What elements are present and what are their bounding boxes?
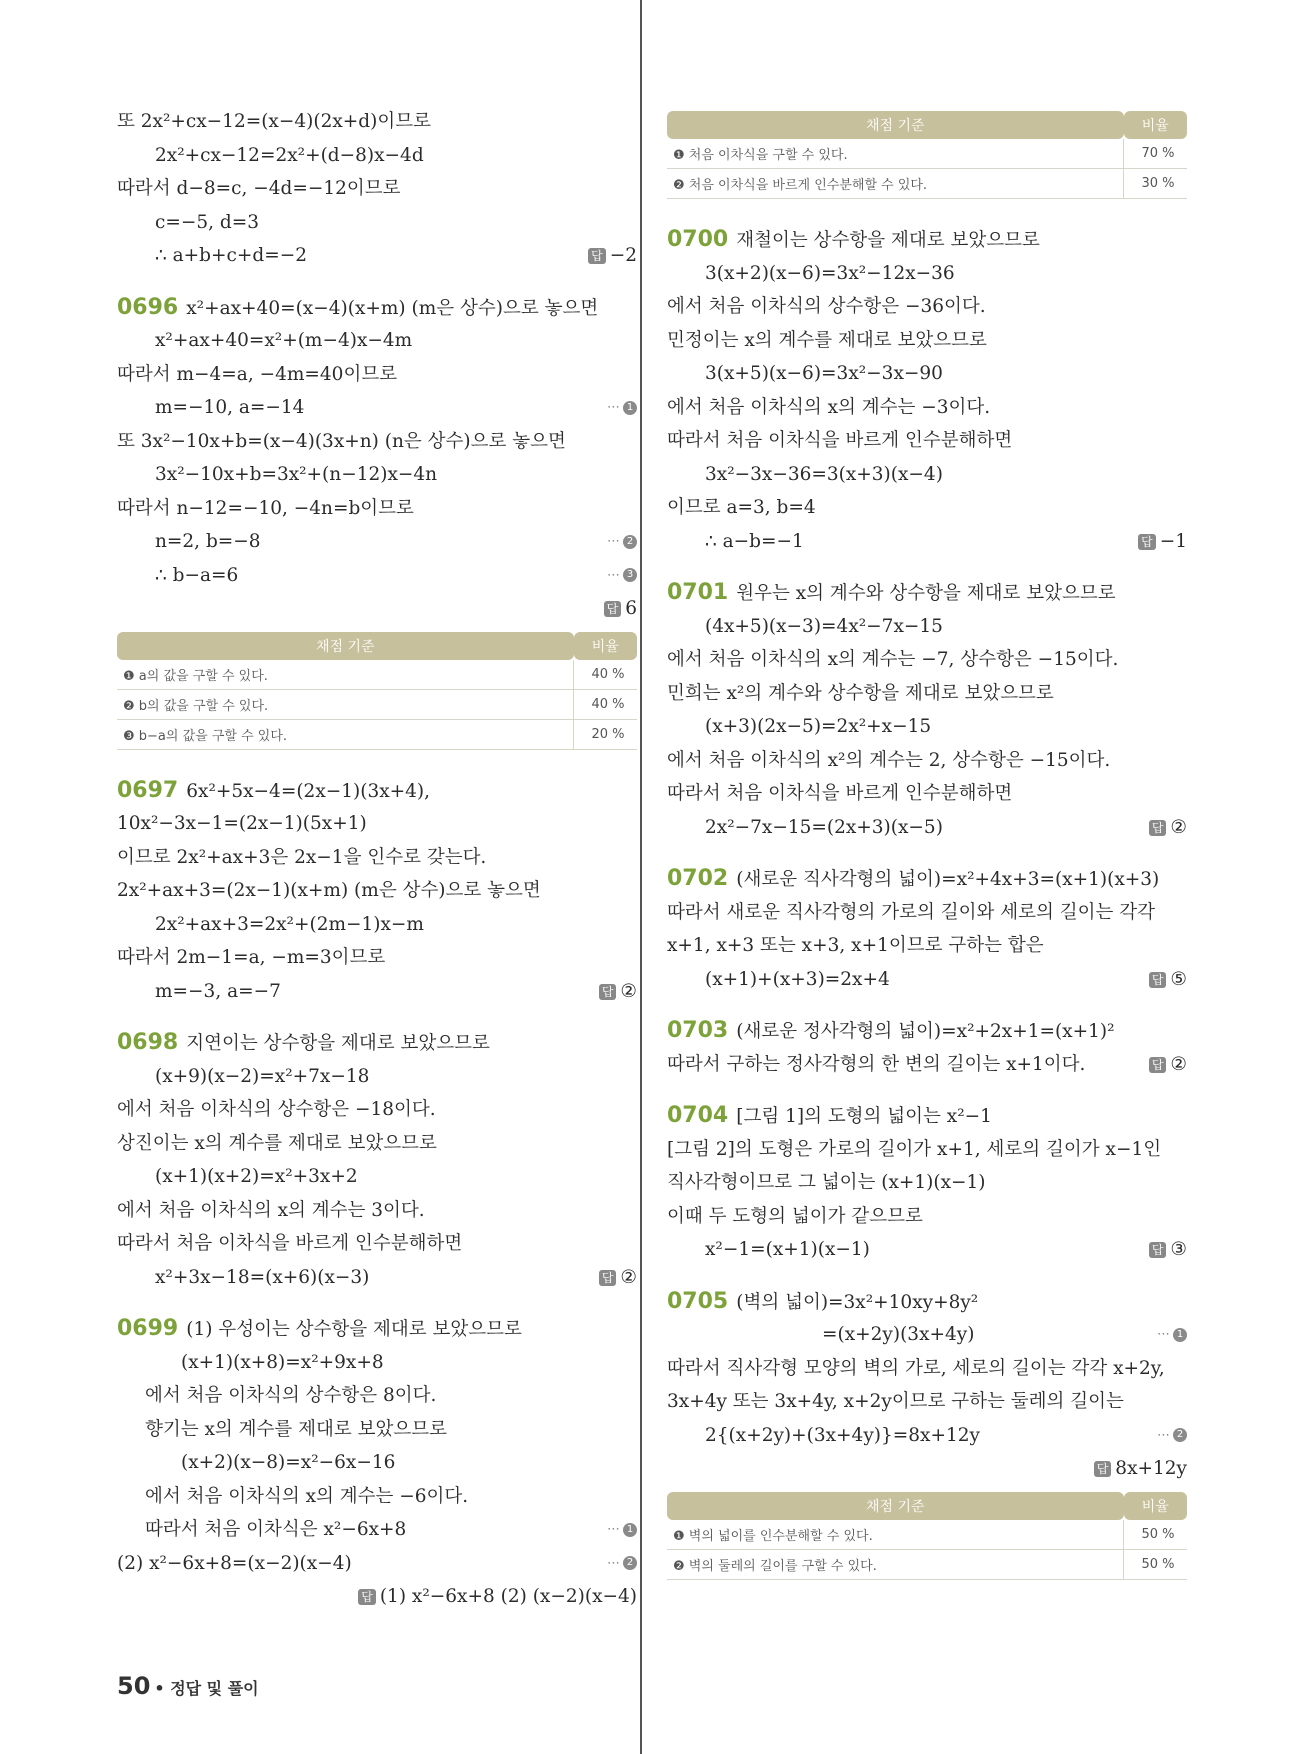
answer — [604, 592, 637, 626]
line-text: 2x²+ax+3=(2x−1)(x+m) (m은 상수)으로 놓으면 — [117, 880, 541, 901]
line-text: 따라서 직사각형 모양의 벽의 가로, 세로의 길이는 각각 x+2y, — [667, 1357, 1165, 1379]
solution-line — [667, 525, 1187, 559]
answer — [588, 239, 637, 273]
line-text: 에서 처음 이차식의 상수항은 8이다. — [145, 1385, 437, 1406]
solution-line — [667, 744, 1187, 778]
answer — [1149, 811, 1187, 845]
line-text: 따라서 처음 이차식은 x²−6x+8 — [145, 1519, 407, 1540]
spacer — [667, 1081, 1187, 1099]
solution-line — [667, 1133, 1187, 1167]
ratio-cell: 70 % — [1124, 139, 1188, 169]
line-text: 따라서 처음 이차식을 바르게 인수분해하면 — [667, 430, 1013, 451]
criteria-cell: ❷ b의 값을 구할 수 있다. — [117, 689, 574, 719]
answer-badge: 답 — [1138, 534, 1156, 550]
problem-number: 0701 — [667, 580, 729, 605]
line-text: 민희는 x²의 계수와 상수항을 제대로 보았으므로 — [667, 682, 1054, 704]
page-number: 50 — [117, 1672, 151, 1700]
table-row — [667, 169, 1187, 199]
line-text: 또 3x²−10x+b=(x−4)(3x+n) (n은 상수)으로 놓으면 — [117, 430, 566, 452]
criteria-cell: ❶ a의 값을 구할 수 있다. — [117, 660, 574, 690]
solution-line — [667, 324, 1187, 358]
line-text: (x+9)(x−2)=x²+7x−18 — [155, 1065, 370, 1087]
criteria-cell: ❷ 처음 이차식을 바르게 인수분해할 수 있다. — [667, 169, 1124, 199]
solution-line — [667, 1285, 1187, 1319]
line-text: 6x²+5x−4=(2x−1)(3x+4), — [186, 780, 431, 802]
line-text: 에서 처음 이차식의 x²의 계수는 2, 상수항은 −15이다. — [667, 749, 1111, 771]
answer — [599, 1261, 637, 1295]
line-text: x²+3x−18=(x+6)(x−3) — [155, 1266, 370, 1288]
answer-badge: 답 — [358, 1589, 376, 1605]
solution-line — [117, 425, 637, 459]
ratio-cell: 50 % — [1124, 1549, 1188, 1579]
answer-badge: 답 — [1094, 1461, 1112, 1477]
column-divider — [640, 0, 642, 1754]
step-number: 1 — [1173, 1328, 1187, 1342]
line-text: 따라서 m−4=a, −4m=40이므로 — [117, 363, 398, 385]
spacer — [667, 844, 1187, 862]
line-text: 또 2x²+cx−12=(x−4)(2x+d)이므로 — [117, 111, 431, 132]
solution-line — [117, 774, 637, 808]
line-text: (새로운 정사각형의 넓이)=x²+2x+1=(x+1)² — [736, 1021, 1115, 1042]
solution-line — [117, 492, 637, 526]
table-row — [117, 719, 637, 749]
line-text: 3(x+2)(x−6)=3x²−12x−36 — [705, 262, 955, 284]
table-row — [667, 1549, 1187, 1579]
line-text: (4x+5)(x−3)=4x²−7x−15 — [705, 615, 943, 637]
solution-line — [117, 525, 637, 559]
criteria-cell: ❸ b−a의 값을 구할 수 있다. — [117, 719, 574, 749]
step-arrow: ⋯ — [607, 534, 620, 549]
line-text: (2) x²−6x+8=(x−2)(x−4) — [117, 1552, 352, 1574]
solution-line — [667, 1048, 1187, 1082]
line-text: 이므로 a=3, b=4 — [667, 497, 816, 518]
solution-line — [667, 811, 1187, 845]
solution-line — [117, 1060, 637, 1094]
step-marker — [607, 391, 637, 425]
left-column — [117, 105, 637, 1614]
scoring-table — [667, 1492, 1187, 1580]
line-text: 에서 처음 이차식의 상수항은 −36이다. — [667, 296, 986, 317]
criteria-header: 채점 기준 — [667, 111, 1124, 139]
answer-value: ② — [1170, 816, 1187, 838]
solution-line — [117, 1379, 637, 1413]
step-number: 2 — [1173, 1428, 1187, 1442]
solution-line — [667, 896, 1187, 930]
solution-line — [117, 874, 637, 908]
line-text: (x+1)+(x+3)=2x+4 — [705, 968, 890, 990]
solution-line — [117, 1160, 637, 1194]
solution-line — [117, 105, 637, 139]
spacer — [667, 558, 1187, 576]
line-text: 따라서 d−8=c, −4d=−12이므로 — [117, 178, 401, 199]
line-text: 에서 처음 이차식의 x의 계수는 −7, 상수항은 −15이다. — [667, 649, 1119, 670]
step-arrow: ⋯ — [607, 1522, 620, 1537]
line-text: 따라서 처음 이차식을 바르게 인수분해하면 — [667, 783, 1013, 804]
answer — [599, 975, 637, 1009]
solution-line — [667, 610, 1187, 644]
line-text: 상진이는 x의 계수를 제대로 보았으므로 — [117, 1132, 437, 1154]
line-text: 민정이는 x의 계수를 제대로 보았으므로 — [667, 329, 987, 351]
right-column — [667, 105, 1187, 1586]
problem-number: 0697 — [117, 777, 179, 803]
solution-line — [117, 1580, 637, 1614]
spacer — [117, 756, 637, 774]
answer-badge: 답 — [1149, 820, 1167, 836]
line-text: [그림 1]의 도형의 넓이는 x²−1 — [736, 1106, 992, 1127]
step-arrow: ⋯ — [607, 1555, 620, 1571]
line-text: (1) 우성이는 상수항을 제대로 보았으므로 — [186, 1319, 522, 1340]
solution-line — [117, 1093, 637, 1127]
solution-line — [117, 1547, 637, 1581]
solution-line — [667, 862, 1187, 896]
solution-line — [667, 1385, 1187, 1419]
solution-line — [667, 677, 1187, 711]
ratio-cell: 20 % — [574, 719, 638, 749]
answer-badge: 답 — [599, 1270, 617, 1286]
solution-line — [117, 172, 637, 206]
line-text: 에서 처음 이차식의 x의 계수는 −3이다. — [667, 396, 991, 418]
line-text: m=−10, a=−14 — [155, 397, 305, 418]
solution-line — [117, 841, 637, 875]
step-arrow: ⋯ — [1157, 1427, 1170, 1443]
line-text: =(x+2y)(3x+4y) — [822, 1324, 975, 1345]
solution-line — [667, 357, 1187, 391]
answer-value: ② — [620, 1266, 637, 1288]
solution-line — [117, 324, 637, 358]
solution-line — [117, 941, 637, 975]
line-text: (x+1)(x+2)=x²+3x+2 — [155, 1166, 358, 1187]
line-text: 2x²−7x−15=(2x+3)(x−5) — [705, 816, 943, 838]
solution-line — [117, 1413, 637, 1447]
answer-value: ② — [620, 980, 637, 1002]
step-marker — [607, 1513, 637, 1547]
answer — [1094, 1452, 1187, 1486]
table-row — [667, 1520, 1187, 1550]
answer-badge: 답 — [588, 248, 606, 264]
solution-line — [117, 592, 637, 626]
solution-line — [667, 929, 1187, 963]
line-text: 에서 처음 이차식의 x의 계수는 3이다. — [117, 1199, 425, 1221]
line-text: 따라서 새로운 직사각형의 가로의 길이와 세로의 길이는 각각 — [667, 901, 1155, 923]
criteria-cell: ❷ 벽의 둘레의 길이를 구할 수 있다. — [667, 1549, 1124, 1579]
line-text: 따라서 처음 이차식을 바르게 인수분해하면 — [117, 1233, 463, 1254]
criteria-header: 채점 기준 — [667, 1492, 1124, 1520]
solution-line — [667, 1318, 1187, 1352]
solution-line — [667, 1200, 1187, 1234]
ratio-header: 비율 — [1124, 111, 1188, 139]
answer — [1149, 1233, 1187, 1267]
answer-badge: 답 — [1149, 1057, 1167, 1073]
line-text: x²−1=(x+1)(x−1) — [705, 1239, 870, 1260]
step-arrow: ⋯ — [1157, 1327, 1170, 1342]
line-text: 향기는 x의 계수를 제대로 보았으므로 — [145, 1418, 448, 1440]
solution-line — [117, 1194, 637, 1228]
answer-badge: 답 — [599, 984, 617, 1000]
answer-badge: 답 — [604, 601, 622, 617]
solution-line — [117, 206, 637, 240]
solution-line — [117, 458, 637, 492]
solution-line — [667, 424, 1187, 458]
solution-line — [667, 1233, 1187, 1267]
ratio-header: 비율 — [1124, 1492, 1188, 1520]
solution-line — [667, 257, 1187, 291]
line-text: ∴ b−a=6 — [155, 564, 239, 586]
solution-line — [117, 975, 637, 1009]
step-arrow: ⋯ — [607, 567, 620, 583]
criteria-cell: ❶ 벽의 넓이를 인수분해할 수 있다. — [667, 1520, 1124, 1550]
line-text: [그림 2]의 도형은 가로의 길이가 x+1, 세로의 길이가 x−1인 — [667, 1138, 1162, 1160]
line-text: 2{(x+2y)+(3x+4y)}=8x+12y — [705, 1424, 980, 1446]
answer-badge: 답 — [1149, 972, 1167, 988]
spacer — [667, 205, 1187, 223]
line-text: (x+1)(x+8)=x²+9x+8 — [181, 1351, 384, 1373]
answer-value: −1 — [1159, 530, 1187, 552]
line-text: 3(x+5)(x−6)=3x²−3x−90 — [705, 363, 943, 384]
solution-line — [667, 963, 1187, 997]
line-text: (새로운 직사각형의 넓이)=x²+4x+3=(x+1)(x+3) — [736, 869, 1160, 890]
solution-line — [117, 908, 637, 942]
step-number: 2 — [623, 535, 637, 549]
spacer — [117, 273, 637, 291]
line-text: ∴ a−b=−1 — [705, 530, 804, 552]
line-text: 따라서 n−12=−10, −4n=b이므로 — [117, 497, 414, 519]
step-marker — [607, 559, 637, 593]
solution-line — [667, 1419, 1187, 1453]
ratio-cell: 40 % — [574, 660, 638, 690]
solution-line — [667, 643, 1187, 677]
solution-line — [667, 223, 1187, 257]
ratio-cell: 30 % — [1124, 169, 1188, 199]
line-text: 이때 두 도형의 넓이가 같으므로 — [667, 1205, 923, 1227]
solution-line — [667, 1166, 1187, 1200]
step-arrow: ⋯ — [607, 400, 620, 415]
line-text: 재철이는 상수항을 제대로 보았으므로 — [736, 230, 1040, 251]
line-text: 3x²−3x−36=3(x+3)(x−4) — [705, 463, 943, 485]
line-text: 에서 처음 이차식의 x의 계수는 −6이다. — [145, 1485, 469, 1507]
line-text: m=−3, a=−7 — [155, 980, 281, 1002]
problem-number: 0696 — [117, 294, 179, 320]
solution-line — [667, 1452, 1187, 1486]
line-text: 따라서 2m−1=a, −m=3이므로 — [117, 947, 386, 968]
line-text: (x+2)(x−8)=x²−6x−16 — [181, 1452, 396, 1473]
answer — [358, 1580, 637, 1614]
footer-label: • 정답 및 풀이 — [154, 1679, 259, 1698]
solution-line — [117, 807, 637, 841]
line-text: x²+ax+40=(x−4)(x+m) (m은 상수)으로 놓으면 — [186, 297, 599, 319]
problem-number: 0700 — [667, 227, 729, 252]
answer-badge: 답 — [1149, 1242, 1167, 1258]
problem-number: 0699 — [117, 1316, 179, 1341]
solution-line — [117, 1312, 637, 1346]
solution-line — [117, 1227, 637, 1261]
line-text: x+1, x+3 또는 x+3, x+1이므로 구하는 합은 — [667, 935, 1044, 956]
answer — [1149, 1048, 1187, 1082]
problem-number: 0705 — [667, 1288, 729, 1314]
solution-line — [117, 1480, 637, 1514]
line-text: 지연이는 상수항을 제대로 보았으므로 — [186, 1033, 490, 1054]
solution-line — [667, 458, 1187, 492]
line-text: 이므로 2x²+ax+3은 2x−1을 인수로 갖는다. — [117, 846, 487, 868]
answer-value: −2 — [609, 245, 637, 266]
line-text: c=−5, d=3 — [155, 211, 260, 233]
answer-value: ② — [1170, 1053, 1187, 1075]
line-text: (벽의 넓이)=3x²+10xy+8y² — [736, 1291, 979, 1313]
answer-value: 6 — [625, 598, 637, 619]
answer-value: ⑤ — [1170, 968, 1187, 990]
ratio-cell: 40 % — [574, 689, 638, 719]
line-text: 2x²+cx−12=2x²+(d−8)x−4d — [155, 144, 424, 166]
solution-line — [117, 239, 637, 273]
step-number: 3 — [623, 568, 637, 582]
solution-line — [117, 291, 637, 325]
table-row — [667, 139, 1187, 169]
step-marker — [1157, 1318, 1187, 1352]
line-text: 원우는 x의 계수와 상수항을 제대로 보았으므로 — [736, 583, 1116, 604]
ratio-cell: 50 % — [1124, 1520, 1188, 1550]
table-row — [117, 689, 637, 719]
line-text: 직사각형이므로 그 넓이는 (x+1)(x−1) — [667, 1172, 986, 1193]
answer — [1149, 963, 1187, 997]
answer-value: ③ — [1170, 1239, 1187, 1260]
spacer — [117, 1294, 637, 1312]
line-text: 따라서 구하는 정사각형의 한 변의 길이는 x+1이다. — [667, 1053, 1086, 1075]
solution-line — [117, 358, 637, 392]
criteria-header: 채점 기준 — [117, 632, 574, 660]
table-row — [117, 660, 637, 690]
solution-line — [667, 290, 1187, 324]
solution-line — [117, 139, 637, 173]
answer — [1138, 525, 1187, 559]
solution-line — [667, 710, 1187, 744]
line-text: (x+3)(2x−5)=2x²+x−15 — [705, 716, 932, 737]
criteria-cell: ❶ 처음 이차식을 구할 수 있다. — [667, 139, 1124, 169]
spacer — [667, 1267, 1187, 1285]
solution-line — [667, 1014, 1187, 1048]
solution-line — [667, 777, 1187, 811]
problem-number: 0704 — [667, 1103, 729, 1128]
line-text: 3x+4y 또는 3x+4y, x+2y이므로 구하는 둘레의 길이는 — [667, 1391, 1124, 1412]
solution-line — [667, 491, 1187, 525]
step-marker — [1157, 1419, 1187, 1453]
solution-line — [117, 391, 637, 425]
page-footer — [117, 1672, 259, 1700]
solution-line — [667, 576, 1187, 610]
solution-line — [117, 1261, 637, 1295]
step-number: 1 — [623, 1523, 637, 1537]
problem-number: 0698 — [117, 1030, 179, 1055]
solution-line — [117, 1346, 637, 1380]
solution-line — [117, 1446, 637, 1480]
scoring-table — [117, 632, 637, 750]
solution-line — [117, 1513, 637, 1547]
solution-line — [117, 1026, 637, 1060]
problem-number: 0703 — [667, 1018, 729, 1043]
solution-line — [667, 391, 1187, 425]
scoring-table — [667, 111, 1187, 199]
answer-value: (1) x²−6x+8 (2) (x−2)(x−4) — [379, 1586, 637, 1607]
spacer — [117, 1008, 637, 1026]
solution-line — [117, 1127, 637, 1161]
line-text: 2x²+ax+3=2x²+(2m−1)x−m — [155, 913, 424, 935]
step-marker — [607, 1547, 637, 1581]
line-text: x²+ax+40=x²+(m−4)x−4m — [155, 330, 413, 351]
line-text: ∴ a+b+c+d=−2 — [155, 245, 308, 266]
step-number: 2 — [623, 1556, 637, 1570]
solution-line — [117, 559, 637, 593]
line-text: n=2, b=−8 — [155, 531, 261, 552]
problem-number: 0702 — [667, 866, 729, 891]
line-text: 10x²−3x−1=(2x−1)(5x+1) — [117, 813, 367, 834]
solution-line — [667, 1352, 1187, 1386]
line-text: 3x²−10x+b=3x²+(n−12)x−4n — [155, 464, 438, 485]
solution-line — [667, 1099, 1187, 1133]
answer-value: 8x+12y — [1115, 1458, 1187, 1479]
line-text: 에서 처음 이차식의 상수항은 −18이다. — [117, 1099, 436, 1120]
ratio-header: 비율 — [574, 632, 638, 660]
step-marker — [607, 525, 637, 559]
spacer — [667, 996, 1187, 1014]
step-number: 1 — [623, 401, 637, 415]
